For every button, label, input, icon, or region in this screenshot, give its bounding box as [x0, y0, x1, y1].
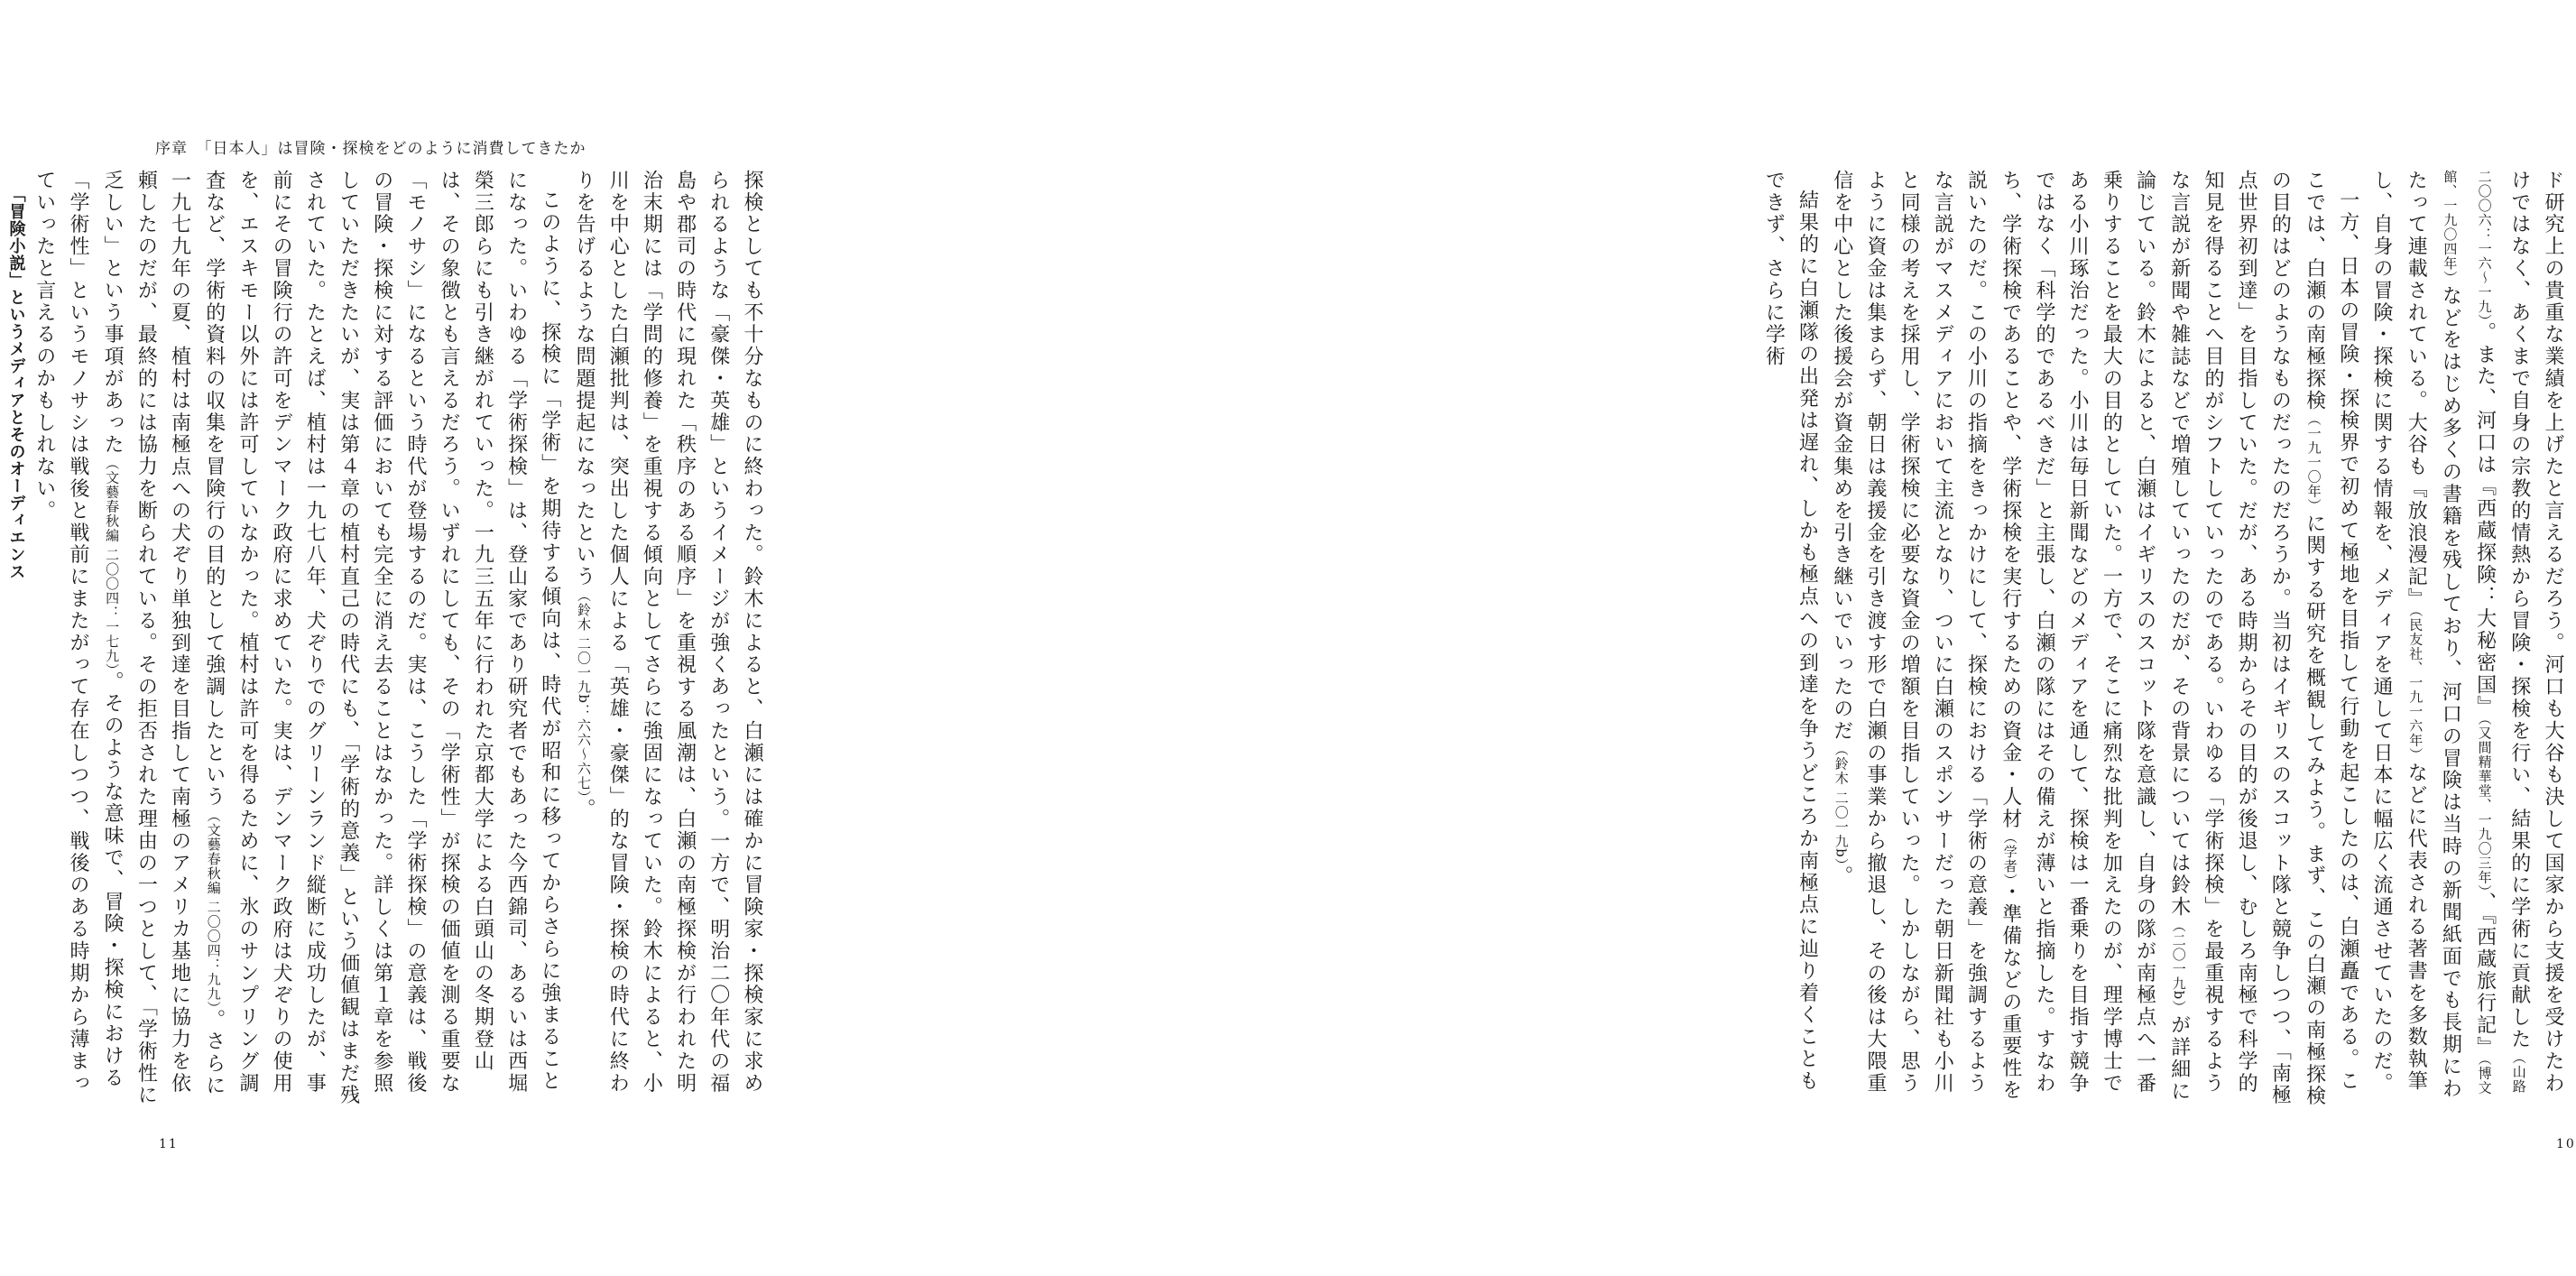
page-number-right: 10 — [2556, 1137, 2576, 1151]
left-paragraph-2 — [28, 170, 567, 1108]
right-p1-text-d: などをはじめ多くの書籍を残しており、河口の冒険は当時の新聞紙面でも長期にわたって連載されている。大谷も『放浪漫記』 — [2405, 170, 2462, 1100]
right-body-text — [1762, 170, 2570, 1108]
left-paragraph-3 — [0, 170, 5, 1108]
left-paragraph-1 — [567, 170, 769, 1108]
left-p2-citation-1: （文藝春秋編 二〇〇四：九九） — [205, 808, 222, 1009]
right-p1-text-c: 、『西蔵旅行記』 — [2473, 892, 2497, 1059]
page-number-left: 11 — [159, 1137, 179, 1151]
right-p1-text: ド研究上の貴重な業績を上げたと言えるだろう。河口も大谷も決して国家から支援を受けたわけではなく、あくまで自身の宗教的情熱から冒険・探検を行い、結果的に学術に貢献した — [2507, 170, 2564, 1095]
left-p1-text-b: 。 — [572, 798, 596, 820]
left-p1-text: 探検としても不十分なものに終わった。鈴木によると、白瀬には確かに冒険家・探検家に求められるような「豪傑・英雄」というイメージが強くあったという。一方で、明治二〇年代の福島や郡司の時代に現れた「秩序のある順序」を重視する風潮は、白瀬の南極探検が行われた明治末期には「学問的修養」を重視する傾向としてさらに強固になっていた。鈴木によると、小川を中心とした白瀬批判は、突出した個人による「英雄・豪傑」的な冒険・探検の時代に終わりを告げるような問題提起になったという — [572, 170, 763, 1095]
right-p2-citation-2: （二〇一九b） — [2170, 918, 2187, 1015]
right-p2-text-b: に関する研究を概観してみよう。まず、この白瀬の南極探検の目的はどのようなものだったのだろうか。当初はイギリスのスコット隊と競争しつつ、「南極点世界初到達」を目指していた。だが、ある時期からその目的が後退し、むしろ南極で科学的知見を得ることへ目的がシフトしていったのである。いわゆる「学術探検」を最重視するような言説が新聞や雑誌などで増殖していったのだが、その背景については鈴木 — [2167, 170, 2326, 1108]
right-p2-text-d: ・準備などの重要性を説いたのだ。この小川の指摘をきっかけにして、探検における「学術の意義」を強調するような言説がマスメディアにおいて主流となり、ついに白瀬のスポンサーだった朝日新聞社も小川と同様の考えを採用し、学術探検に必要な資金の増額を目指していった。しかしながら、思うように資金は集まらず、朝日は義援金を引き渡す形で白瀬の事業から撤退し、その後は大隈重信を中心とした後援会が資金集めを引き継いでいったのだ — [1830, 170, 2022, 1102]
right-p1-citation-3: （博文館、一九〇四年） — [2442, 170, 2493, 1096]
right-p3-text: 結果的に白瀬隊の出発は遅れ、しかも極点への到達を争うどころか南極点に辿り着くこともできず、さらに学術 — [1762, 170, 1819, 1093]
right-p2-text: 一方、日本の冒険・探検界で初めて極地を目指して行動を起こしたのは、白瀬矗である。ここでは、白瀬の南極探検 — [2303, 170, 2359, 1093]
section-subheading: 「冒険小説」というメディアとそのオーディエンス — [6, 186, 26, 580]
right-p1-citation-2: （又間精華堂、一九〇三年） — [2476, 717, 2493, 892]
right-p1-citation-4: （民友社、一九一六年） — [2407, 610, 2424, 763]
left-p2-text: このように、探検に「学術」を期待する傾向は、時代が昭和に移ってからさらに強まることになった。いわゆる「学術探検」は、登山家であり研究者でもあった今西錦司、あるいは西堀榮三郎らにも引き継がれていった。一九三五年に行われた京都大学による白頭山の冬期登山は、その象徴とも言えるだろう。いずれにしても、その「学術性」が探検の価値を測る重要な「モノサシ」になるという時代が登場するのだ。実は、こうした「学術探検」の意義は、戦後の冒険・探検に対する評価においても完全に消え去ることはなかった。詳しくは第１章を参照していただきたいが、実は第４章の植村直己の時代にも、「学術的意義」という価値観はまだ残されていた。たとえば、植村は一九七八年、犬ぞりでのグリーンランド縦断に成功したが、事前にその冒険行の許可をデンマーク政府に求めていた。実は、デンマーク政府は犬ぞりの使用を、エスキモー以外には許可していなかった。植村は許可を得るために、氷のサンプリング調査など、学術的資料の収集を冒険行の目的として強調したという — [202, 170, 561, 1107]
right-p2-citation-1: （一九一〇年） — [2305, 411, 2322, 513]
right-paragraph-2 — [1824, 170, 2365, 1108]
right-page — [902, 0, 2576, 1276]
left-body-text — [6, 170, 769, 1108]
right-p2-citation-3: （学者） — [2001, 830, 2018, 882]
running-head: 序章 「日本人」は冒険・探検をどのように消費してきたか — [155, 140, 586, 158]
right-paragraph-3 — [1757, 170, 1824, 1108]
right-paragraph-1 — [2365, 170, 2570, 1108]
right-p1-text-e: などに代表される著書を多数執筆し、自身の冒険・探検に関する情報を、メディアを通して日本に幅広く流通させていたのだ。 — [2369, 170, 2428, 1095]
right-p2-text-e: 。 — [1830, 865, 1853, 888]
left-p1-citation: （鈴木 二〇一九b：六六～六七） — [575, 587, 592, 799]
left-p2-citation-2: （文藝春秋編 二〇〇四：一七九） — [104, 456, 121, 671]
left-page — [0, 0, 902, 1276]
left-p2-text-b: 。さらに一九七九年の夏、植村は南極点への犬ぞり単独到達を目指して南極のアメリカ基地に協力を依頼したのだが、最終的には協力を断られている。その拒否された理由の一つとして、「学術性に乏しい」という事項があった — [101, 170, 226, 1107]
left-p2-text-c: 。そのような意味で、冒険・探検における「学術性」というモノサシは戦後と戦前にまたがって存在しつつ、戦後のある時期から薄まっていったと言えるのかもしれない。 — [32, 170, 125, 1095]
right-p1-text-b: 。また、河口は『西蔵探険：大秘密国』 — [2473, 321, 2497, 718]
right-p1-citation-1: （山路 二〇〇六：一六～一九） — [2476, 170, 2527, 1094]
right-p2-text-c: が詳細に論じている。鈴木によると、白瀬はイギリスのスコット隊を意識し、自身の隊が南極点へ一番乗りすることを最大の目的としていた。一方で、そこに痛烈な批判を加えたのが、理学博士である小川琢治だった。小川は毎日新聞などのメディアを通して、探検は一番乗りを目指す競争ではなく「科学的であるべきだ」と主張し、白瀬の隊にはその備えが薄いと指摘した。すなわち、学術探検であることや、学術探検を実行するための資金・人材 — [1999, 170, 2191, 1103]
right-p2-citation-4: （鈴木 二〇一九b） — [1833, 742, 1850, 866]
